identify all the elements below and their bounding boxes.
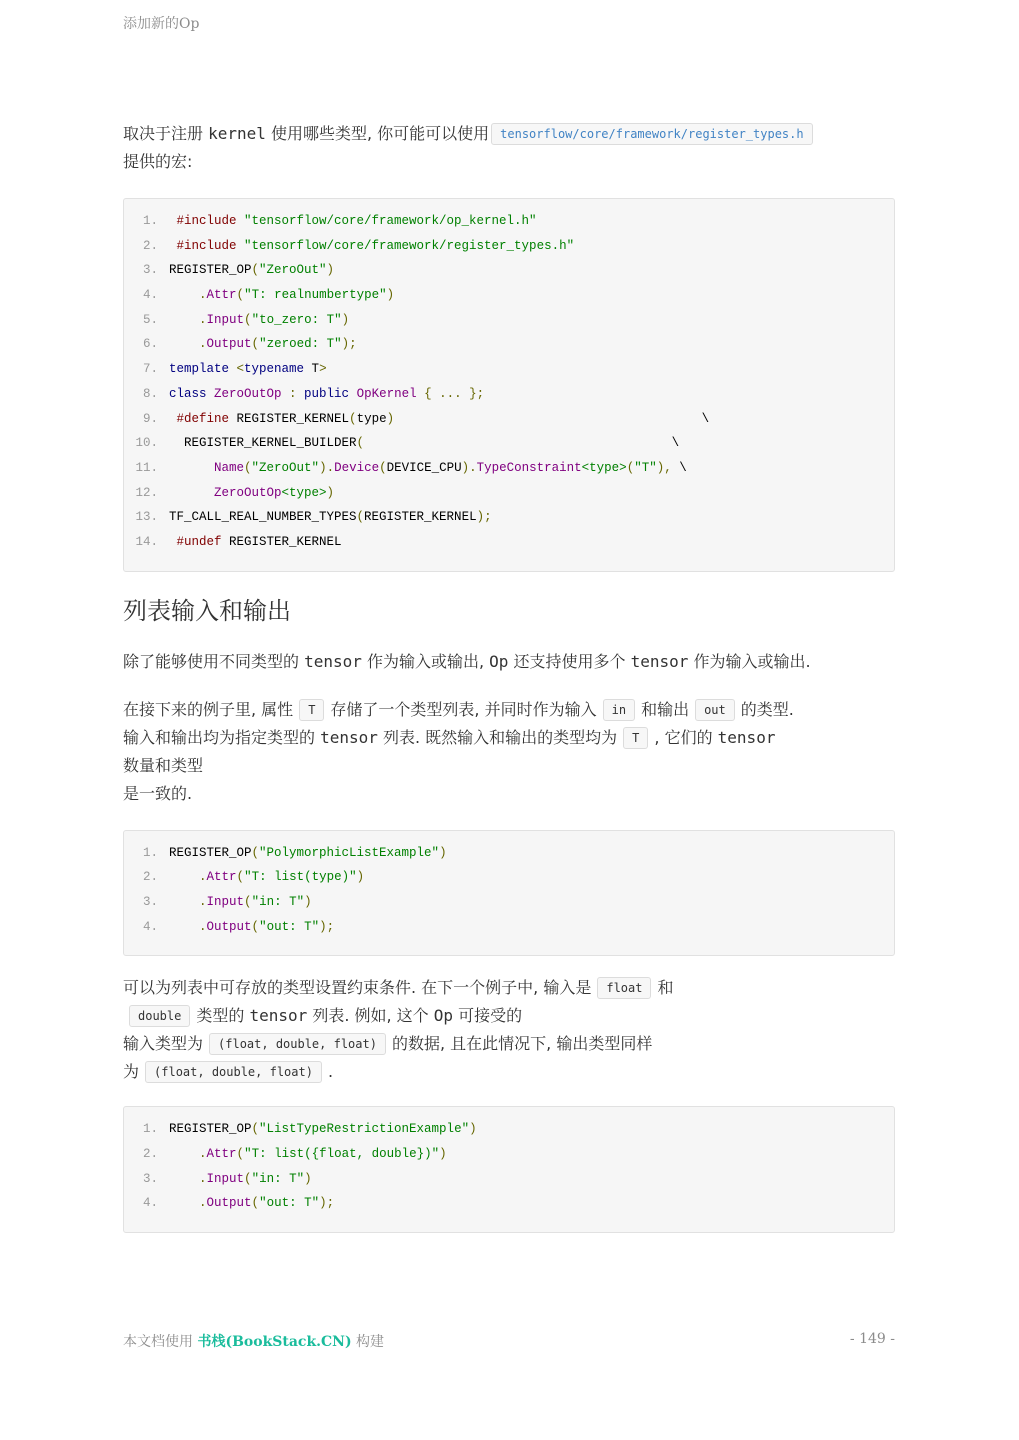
code-token: REGISTER_KERNEL (364, 510, 477, 525)
page-header-title: 添加新的Op (123, 16, 200, 32)
page-number: - 149 - (849, 1331, 895, 1347)
code-token: ) (439, 845, 447, 860)
code-token: ( (251, 1122, 260, 1137)
code-token: "PolymorphicListExample" (259, 845, 440, 860)
code-token: ) (341, 312, 350, 327)
code-line (124, 530, 894, 555)
type-list-paragraph (123, 696, 895, 808)
code-token: "zeroed: T" (259, 337, 342, 352)
line-number: 6. (142, 337, 158, 352)
code-token: ), (656, 460, 672, 475)
line-number: 3. (142, 1171, 158, 1186)
text: . (327, 1062, 334, 1082)
text: 作为输入或输出. (688, 651, 811, 671)
code-token: . (199, 895, 207, 909)
footer-suffix: 构建 (351, 1334, 385, 1350)
code-token: REGISTER_OP (169, 263, 252, 278)
text: 在接下来的例子里, 属性 (123, 699, 294, 719)
code-token: ( (251, 337, 260, 352)
register-types-link[interactable]: tensorflow/core/framework/register_types.h (491, 123, 812, 145)
document-body (123, 120, 895, 1233)
code-token: REGISTER_KERNEL_BUILDER (169, 436, 357, 451)
text: 使用哪些类型, 你可能可以使用 (265, 124, 490, 143)
code-line (124, 865, 894, 890)
code-token: . (199, 870, 207, 885)
code-token: Output (206, 337, 252, 352)
code-token (169, 313, 199, 327)
code-token: . (199, 288, 207, 303)
bookstack-link[interactable]: 书栈(BookStack.CN) (197, 1334, 352, 1350)
code-token: ); (341, 337, 357, 352)
code-line (124, 234, 894, 259)
inline-code: (float, double, float) (145, 1061, 322, 1083)
line-number: 1. (142, 1122, 158, 1137)
footer-prefix: 本文档使用 (123, 1334, 198, 1350)
code-token: ) (304, 895, 312, 909)
code-block-zeroout (123, 198, 895, 572)
code-line (124, 456, 894, 481)
code-token: ( (251, 845, 260, 860)
text: 还支持使用多个 (508, 651, 631, 671)
line-number: 8. (142, 386, 158, 401)
code-token: TF_CALL_REAL_NUMBER_TYPES (169, 510, 357, 525)
line-number: 2. (142, 870, 158, 885)
line-number: 1. (142, 214, 158, 228)
code-token: ( (244, 1171, 252, 1186)
code-token: type (356, 411, 387, 426)
code-token: Attr (206, 870, 237, 885)
line-number: 9. (142, 411, 158, 426)
code-token (169, 1172, 199, 1186)
inline-code: (float, double, float) (209, 1033, 386, 1055)
code-line (124, 283, 894, 308)
inline-code: float (597, 977, 651, 999)
code-token: "out: T" (259, 1196, 320, 1211)
code-token: ) (439, 1147, 447, 1162)
code-token: . (199, 919, 207, 934)
inline-mono: kernel (208, 124, 266, 143)
code-line (124, 1167, 894, 1192)
inline-mono: tensor (304, 651, 362, 671)
line-number: 3. (142, 895, 158, 909)
code-token: ( (251, 919, 260, 934)
code-token: REGISTER_OP (169, 1122, 252, 1137)
code-token: \ (364, 436, 680, 451)
code-token: ( (244, 460, 252, 475)
code-token: Attr (206, 288, 237, 303)
text: 是一致的. (123, 783, 193, 803)
line-number: 10. (135, 436, 158, 451)
code-token: "ZeroOut" (251, 460, 320, 475)
code-token: Input (206, 895, 245, 909)
code-token (169, 486, 214, 500)
text: 可以为列表中可存放的类型设置约束条件. 在下一个例子中, 输入是 (123, 978, 592, 998)
code-token: ) (326, 263, 335, 278)
code-token: DEVICE_CPU (386, 460, 462, 475)
inline-mono: Op (433, 1006, 454, 1026)
code-token: ( (244, 895, 252, 909)
type-restriction-paragraph (123, 974, 895, 1086)
code-token: ) (356, 870, 365, 885)
intro-paragraph (123, 120, 895, 176)
line-number: 13. (135, 510, 158, 525)
code-line (124, 258, 894, 283)
line-number: 11. (135, 460, 158, 475)
code-token: ); (319, 919, 335, 934)
line-number: 2. (142, 1147, 158, 1162)
code-token: : (289, 386, 305, 401)
line-number: 2. (142, 238, 158, 253)
code-line (124, 407, 894, 432)
code-line (124, 505, 894, 530)
page-footer (123, 1331, 895, 1351)
code-token: Input (206, 1171, 245, 1186)
code-token: "in: T" (251, 1171, 305, 1186)
code-line (124, 431, 894, 456)
code-token: "tensorflow/core/framework/register_types.h" (244, 238, 575, 253)
code-token: ZeroOutOp (214, 485, 282, 500)
inline-code: out (695, 699, 735, 721)
text: 类型的 (196, 1006, 250, 1026)
code-token: REGISTER_OP (169, 845, 252, 860)
section-title: 列表输入和输出 (123, 596, 291, 625)
code-token: . (199, 1196, 207, 1211)
text: 和 (657, 978, 674, 998)
code-token: ( (379, 460, 387, 475)
text: 的类型. (740, 699, 794, 719)
code-line (124, 481, 894, 506)
line-number: 12. (135, 485, 158, 500)
code-token: ). (461, 460, 477, 475)
code-token: . (199, 312, 207, 327)
code-token: ( (356, 510, 365, 525)
code-token: ( (349, 411, 357, 426)
code-token (169, 1196, 199, 1210)
code-token: class (169, 386, 215, 401)
code-token: "T: realnumbertype" (244, 288, 387, 303)
line-number: 4. (142, 919, 158, 934)
line-number: 5. (142, 312, 158, 327)
code-token: ( (236, 1147, 245, 1162)
code-token: ( (626, 460, 635, 475)
code-token: "in: T" (251, 895, 305, 909)
code-token: ( (244, 312, 252, 327)
line-number: 3. (142, 263, 158, 278)
code-line (124, 209, 894, 234)
code-token: OpKernel (356, 386, 425, 401)
code-token: #include (169, 214, 245, 228)
code-token: typename (244, 362, 305, 377)
text: 除了能够使用不同类型的 (123, 651, 305, 671)
code-token: "ZeroOut" (259, 263, 327, 278)
text: 提供的宏: (123, 152, 193, 171)
code-token: "tensorflow/core/framework/op_kernel.h" (244, 214, 537, 228)
code-token: . (199, 1171, 207, 1186)
code-line (124, 915, 894, 940)
code-token: ( (356, 436, 365, 451)
code-token: #undef (169, 534, 230, 549)
text: 可接受的 (453, 1006, 523, 1026)
code-line (124, 332, 894, 357)
text: 数量和类型 (123, 755, 204, 775)
code-token (169, 461, 214, 475)
code-token: < (236, 362, 245, 377)
code-token: REGISTER_KERNEL (229, 534, 342, 549)
text: 的数据, 且在此情况下, 输出类型同样 (391, 1034, 653, 1054)
inline-mono: Op (489, 651, 509, 671)
code-token (169, 920, 199, 934)
code-token: { ... }; (424, 386, 485, 401)
code-token: #define (169, 411, 237, 426)
code-token: T (304, 362, 320, 377)
text: 列表. 既然输入和输出的类型均为 (377, 727, 618, 747)
code-line (124, 841, 894, 866)
code-token (169, 870, 199, 884)
code-token: Output (206, 919, 252, 934)
code-token: ). (319, 460, 335, 475)
code-token: \ (671, 460, 687, 475)
code-token: ) (326, 485, 335, 500)
code-token: public (304, 386, 357, 401)
inline-mono: tensor (630, 651, 689, 671)
inline-mono: tensor (320, 727, 378, 747)
code-token: "T" (634, 460, 657, 475)
code-token: ( (236, 870, 245, 885)
code-token: Input (206, 312, 245, 327)
inline-code: double (129, 1005, 190, 1027)
code-line (124, 382, 894, 407)
code-token: "to_zero: T" (251, 312, 342, 327)
line-number: 4. (142, 1196, 158, 1211)
code-token: ZeroOutOp (214, 386, 290, 401)
code-token: ( (251, 263, 260, 278)
text: 输入类型为 (123, 1034, 204, 1054)
line-number: 7. (142, 362, 158, 377)
text: 作为输入或输出, (361, 651, 490, 671)
code-token: <type> (581, 460, 627, 475)
inline-code: T (623, 727, 648, 749)
code-token: REGISTER_KERNEL (236, 411, 350, 426)
code-token: ); (476, 510, 492, 525)
code-token: ) (386, 411, 395, 426)
code-token: "ListTypeRestrictionExample" (259, 1122, 470, 1137)
code-token: ); (319, 1196, 335, 1211)
code-token: ) (304, 1171, 312, 1186)
code-token: \ (394, 411, 710, 426)
code-token: "T: list({float, double})" (244, 1147, 440, 1162)
code-token: TypeConstraint (476, 460, 582, 475)
text: 为 (123, 1062, 140, 1082)
code-token (169, 1147, 199, 1161)
inline-mono: tensor (717, 727, 776, 747)
code-token: ) (469, 1122, 477, 1137)
code-token: ) (386, 288, 395, 303)
inline-mono: tensor (249, 1006, 308, 1026)
code-token: #include (169, 238, 245, 253)
list-intro-paragraph (123, 648, 895, 676)
code-token: . (199, 1147, 207, 1162)
inline-code: in (603, 699, 635, 721)
line-number: 1. (142, 845, 158, 860)
code-token: ( (251, 1196, 260, 1211)
code-token: template (169, 362, 237, 377)
inline-code: T (299, 699, 324, 721)
line-number: 4. (142, 288, 158, 303)
code-block-polymorphic-list (123, 830, 895, 957)
code-token: > (319, 362, 327, 377)
line-number: 14. (135, 534, 158, 549)
code-token: . (199, 337, 207, 352)
code-token: "out: T" (259, 919, 320, 934)
text: 列表. 例如, 这个 (307, 1006, 434, 1026)
code-token (169, 895, 199, 909)
code-token: Output (206, 1196, 252, 1211)
code-token (169, 337, 199, 351)
code-line (124, 308, 894, 333)
text: 输入和输出均为指定类型的 (123, 727, 321, 747)
text: , 它们的 (654, 727, 718, 747)
code-token (169, 288, 199, 302)
code-line (124, 357, 894, 382)
code-token: Attr (206, 1147, 237, 1162)
code-token: "T: list(type)" (244, 870, 357, 885)
code-block-list-type-restriction (123, 1106, 895, 1233)
code-token: Device (334, 460, 380, 475)
code-line (124, 1191, 894, 1216)
code-line (124, 1117, 894, 1142)
text: 存储了一个类型列表, 并同时作为输入 (330, 699, 597, 719)
code-token: ( (236, 288, 245, 303)
code-token: Name (214, 460, 245, 475)
code-line (124, 890, 894, 915)
text: 和输出 (641, 699, 690, 719)
code-line (124, 1142, 894, 1167)
code-token: <type> (281, 485, 327, 500)
text: 取决于注册 (123, 124, 209, 143)
